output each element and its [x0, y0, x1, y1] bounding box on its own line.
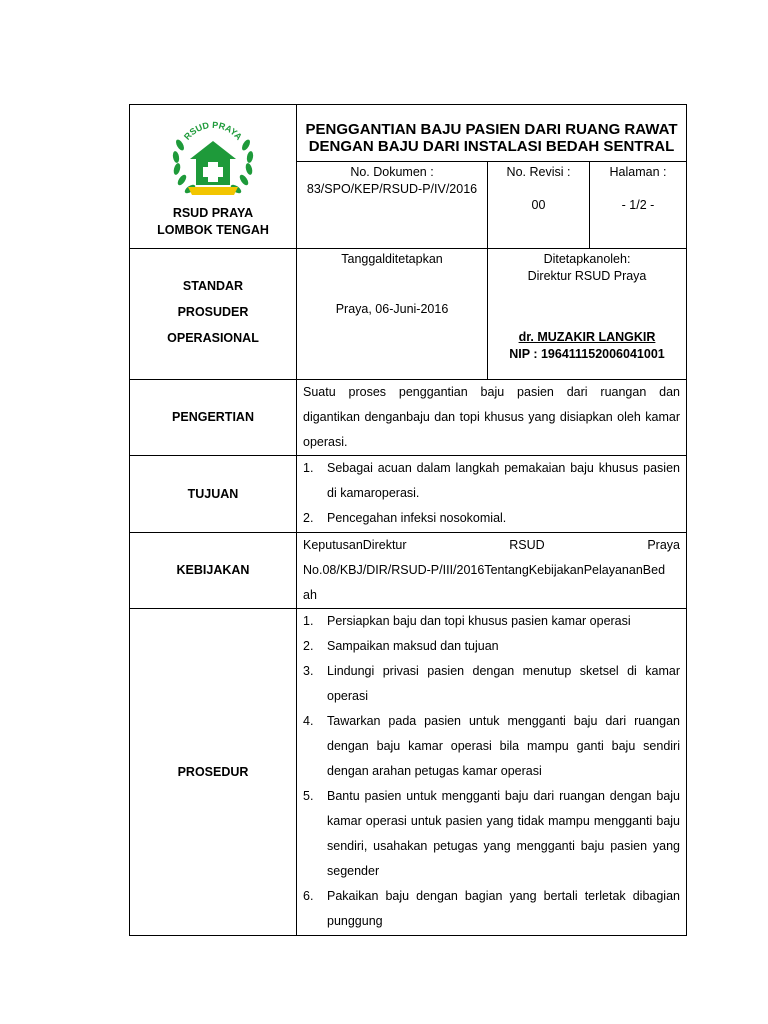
list-item-number: 2. [303, 511, 314, 525]
pengertian-line2: digantikan denganbaju dan topi khusus yang disiapkan oleh kamar [303, 410, 680, 424]
page-label: Halaman : [609, 165, 667, 179]
kebijakan-content [297, 533, 687, 609]
list-item [303, 884, 680, 934]
doc-number-value: 83/SPO/KEP/RSUD-P/IV/2016 [306, 182, 478, 196]
doc-number-cell [297, 162, 487, 248]
kebijakan-label: KEBIJAKAN [176, 563, 250, 577]
kebijakan-line3: ah [303, 588, 317, 602]
title-line2: DENGAN BAJU DARI INSTALASI BEDAH SENTRAL [308, 138, 675, 155]
list-item [303, 506, 680, 531]
list-item [303, 634, 680, 659]
list-item-text: Tawarkan pada pasien untuk mengganti baju dari ruangan dengan baju kamar operasi bila mampu ganti baju sendiri dengan arahan petugas kamar operasi [327, 714, 680, 778]
list-item-text: Sampaikan maksud dan tujuan [327, 639, 499, 653]
list-item [303, 609, 680, 634]
list-item [303, 784, 680, 884]
hospital-name-line2: LOMBOK TENGAH [157, 223, 269, 237]
signer-nip: NIP : 196411152006041001 [509, 347, 665, 361]
list-item-text: Persiapkan baju dan topi khusus pasien kamar operasi [327, 614, 631, 628]
kebijakan-label-cell [130, 533, 297, 609]
spo-label [130, 249, 296, 351]
date-set-value: Praya, 06-Juni-2016 [335, 302, 449, 316]
approved-by-label: Ditetapkanoleh: [543, 252, 631, 266]
document-title-cell [297, 105, 687, 249]
title-line1: PENGGANTIAN BAJU PASIEN DARI RUANG RAWAT [305, 121, 678, 138]
revision-label: No. Revisi : [506, 165, 571, 179]
tujuan-label-cell [130, 456, 297, 533]
list-item-number: 3. [303, 664, 314, 678]
kebijakan-text [297, 533, 686, 608]
hospital-identity-cell [130, 105, 297, 249]
tujuan-content [297, 456, 687, 533]
pengertian-label: PENGERTIAN [172, 410, 254, 424]
hospital-name-line1: RSUD PRAYA [172, 206, 254, 220]
revision-cell [487, 162, 589, 248]
page-cell [589, 162, 686, 248]
list-item-text: Lindungi privasi pasien dengan menutup sketsel di kamar operasi [327, 664, 680, 703]
document-title [297, 105, 686, 161]
tujuan-list [297, 456, 686, 531]
svg-text:RSUD PRAYA: RSUD PRAYA [182, 119, 244, 142]
list-item [303, 659, 680, 709]
list-item-text: Pakaikan baju dengan bagian yang bertali terletak dibagian punggung [327, 889, 680, 928]
list-item [303, 709, 680, 784]
spo-line2: PROSUDER [177, 305, 249, 319]
list-item [303, 456, 680, 506]
list-item-number: 1. [303, 614, 314, 628]
prosedur-label-cell [130, 609, 297, 936]
spo-line1: STANDAR [182, 279, 244, 293]
pengertian-label-cell [130, 380, 297, 456]
pengertian-content [297, 380, 687, 456]
list-item-number: 2. [303, 639, 314, 653]
list-item-number: 6. [303, 889, 314, 903]
date-set-label: Tanggalditetapkan [341, 252, 443, 266]
prosedur-content [297, 609, 687, 936]
pengertian-line1: Suatu proses penggantian baju pasien dari ruangan dan [303, 385, 680, 399]
approved-by-cell [487, 249, 686, 379]
revision-value: 00 [531, 198, 546, 212]
spo-label-cell [130, 249, 297, 380]
list-item-number: 4. [303, 714, 314, 728]
list-item-text: Bantu pasien untuk mengganti baju dari ruangan dengan baju kamar operasi untuk pasien yang tidak mampu mengganti baju sendiri, usahakan petugas yang mengganti baju pasien yang segender [327, 789, 680, 878]
date-set-cell [297, 249, 487, 379]
prosedur-list [297, 609, 686, 934]
document-meta [297, 161, 686, 248]
kebijakan-line1: KeputusanDirektur RSUD Praya [303, 538, 680, 552]
tujuan-label: TUJUAN [187, 486, 239, 501]
list-item-text: Pencegahan infeksi nosokomial. [327, 511, 507, 525]
doc-number-label: No. Dokumen : [350, 165, 434, 179]
page-value: - 1/2 - [621, 198, 655, 212]
list-item-number: 1. [303, 461, 314, 475]
pengertian-text [297, 380, 686, 455]
hospital-logo-icon [168, 115, 258, 203]
approved-by-title: Direktur RSUD Praya [527, 269, 647, 283]
signer-name: dr. MUZAKIR LANGKIR [518, 330, 656, 344]
spo-approval-cell [297, 249, 687, 380]
pengertian-line3: operasi. [303, 435, 348, 449]
kebijakan-line2: No.08/KBJ/DIR/RSUD-P/III/2016TentangKebijakanPelayananBed [303, 563, 666, 577]
list-item-number: 5. [303, 789, 314, 803]
spo-line3: OPERASIONAL [167, 331, 259, 345]
list-item-text: Sebagai acuan dalam langkah pemakaian baju khusus pasien di kamaroperasi. [327, 461, 680, 500]
spo-table [129, 104, 687, 936]
prosedur-label: PROSEDUR [177, 764, 249, 779]
hospital-name [130, 205, 296, 239]
